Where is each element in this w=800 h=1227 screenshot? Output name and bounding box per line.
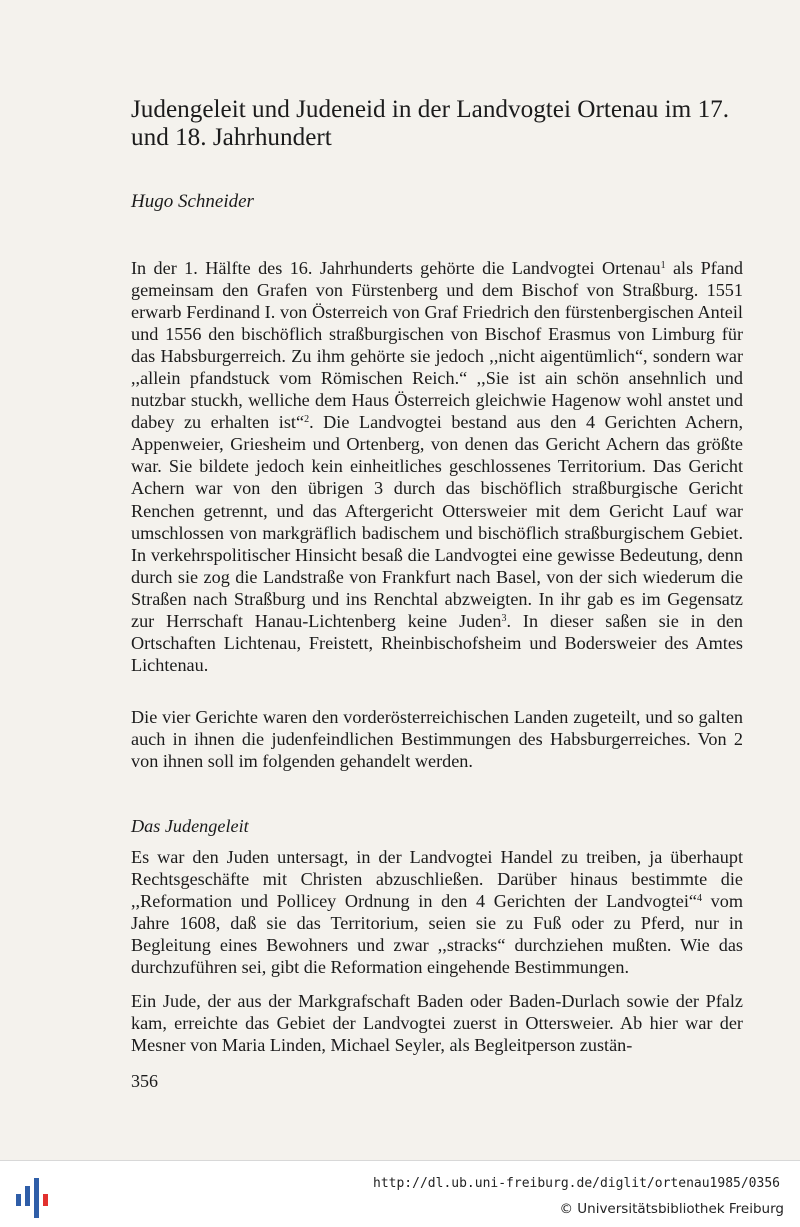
paragraph-3-text-a: Es war den Juden untersagt, in der Landvogtei Handel zu treiben, ja überhaupt Rechtsgeschäfte mit Christen abzuschließen. Darüber hinaus bestimmte die ,,Reformation und Pollicey Ordnung in den 4 Gerichten der Landvogtei“	[131, 847, 743, 912]
logo-bar-1	[16, 1194, 21, 1206]
ub-freiburg-logo-icon	[14, 1178, 54, 1218]
paragraph-1-text-d: . In dieser saßen sie in den Ortschaften Lichtenau, Freistett, Rheinbischofsheim und Bodersweier des Amtes Lichtenau.	[131, 610, 743, 675]
footnote-ref-1[interactable]: 1	[660, 260, 666, 271]
copyright-notice: © Universitätsbibliothek Freiburg	[559, 1201, 784, 1217]
article-title: Judengeleit und Judeneid in der Landvogtei Ortenau im 17. und 18. Jahrhundert	[131, 96, 730, 151]
section-heading: Das Judengeleit	[131, 816, 249, 836]
footer-bar	[0, 1160, 800, 1227]
document-url-link[interactable]: http://dl.ub.uni-freiburg.de/diglit/ortenau1985/0356	[373, 1176, 780, 1191]
paragraph-1	[131, 257, 743, 676]
author-name: Hugo Schneider	[131, 191, 254, 212]
paragraph-2: Die vier Gerichte waren den vorderösterreichischen Landen zugeteilt, und so galten auch in ihnen die judenfeindlichen Bestimmungen des Habsburgerreiches. Von 2 von ihnen soll im folgenden gehandelt werden.	[131, 707, 743, 772]
page-number: 356	[131, 1071, 158, 1091]
logo-bar-2	[25, 1186, 30, 1206]
logo-bar-4	[43, 1194, 48, 1206]
paragraph-1-text-a: In der 1. Hälfte des 16. Jahrhunderts gehörte die Landvogtei Ortenau	[131, 258, 661, 278]
paragraph-3-text-b: vom Jahre 1608, daß sie das Territorium, seien sie zu Fuß oder zu Pferd, nur in Begleitung eines Bewohners und zwar ,,stracks“ durchziehen mußten. Wie das durchzuführen sei, gibt die Reformation eingehende Bestimmungen.	[131, 891, 743, 978]
paragraph-4: Ein Jude, der aus der Markgrafschaft Baden oder Baden-Durlach sowie der Pfalz kam, erreichte das Gebiet der Landvogtei zuerst in Ottersweier. Ab hier war der Mesner von Maria Linden, Michael Seyler, als Begleitperson zustän-	[131, 991, 743, 1056]
footnote-ref-3[interactable]: 3	[501, 612, 507, 624]
logo-bar-3	[34, 1178, 39, 1218]
footnote-ref-2[interactable]: 2	[304, 414, 310, 426]
footnote-ref-4[interactable]: 4	[696, 893, 702, 905]
paragraph-3	[131, 846, 743, 978]
paragraph-1-text-c: . Die Landvogtei bestand aus den 4 Gerichten Achern, Appenweier, Griesheim und Ortenberg, von denen das Gericht Achern das größte war. Sie bildete jedoch kein einheitliches geschlossenes Territorium. Das Gericht Achern war von den übrigen 3 durch das bischöflich straßburgische Gericht Renchen getrennt, und das Aftergericht Ottersweier mit dem Gericht Lauf war umschlossen von markgräflich badischem und bischöflich straßburgischem Gebiet. In verkehrspolitischer Hinsicht besaß die Landvogtei eine gewisse Bedeutung, denn durch sie zog die Landstraße von Frankfurt nach Basel, von der sich wiederum die Straßen nach Straßburg und ins Renchtal abzweigten. In ihr gab es im Gegensatz zur Herrschaft Hanau-Lichtenberg keine Juden	[131, 412, 743, 631]
paragraph-1-text-b: als Pfand gemeinsam den Grafen von Fürstenberg und dem Bischof von Straßburg. 1551 erwarb Ferdinand I. von Österreich von Graf Friedrich den fürstenbergischen Anteil und 1556 den bischöflich straßburgischen von Bischof Erasmus von Limburg für das Habsburgerreich. Zu ihm gehörte sie jedoch ,,nicht aigentümlich“, sondern war ,,allein pfandstuck vom Römischen Reich.“ ,,Sie ist ain schön ansehnlich und nutzbar stuckh, welliche dem Haus Österreich gleichwie Hagenow wohl anstet und dabey zu erhalten ist“	[131, 258, 744, 433]
